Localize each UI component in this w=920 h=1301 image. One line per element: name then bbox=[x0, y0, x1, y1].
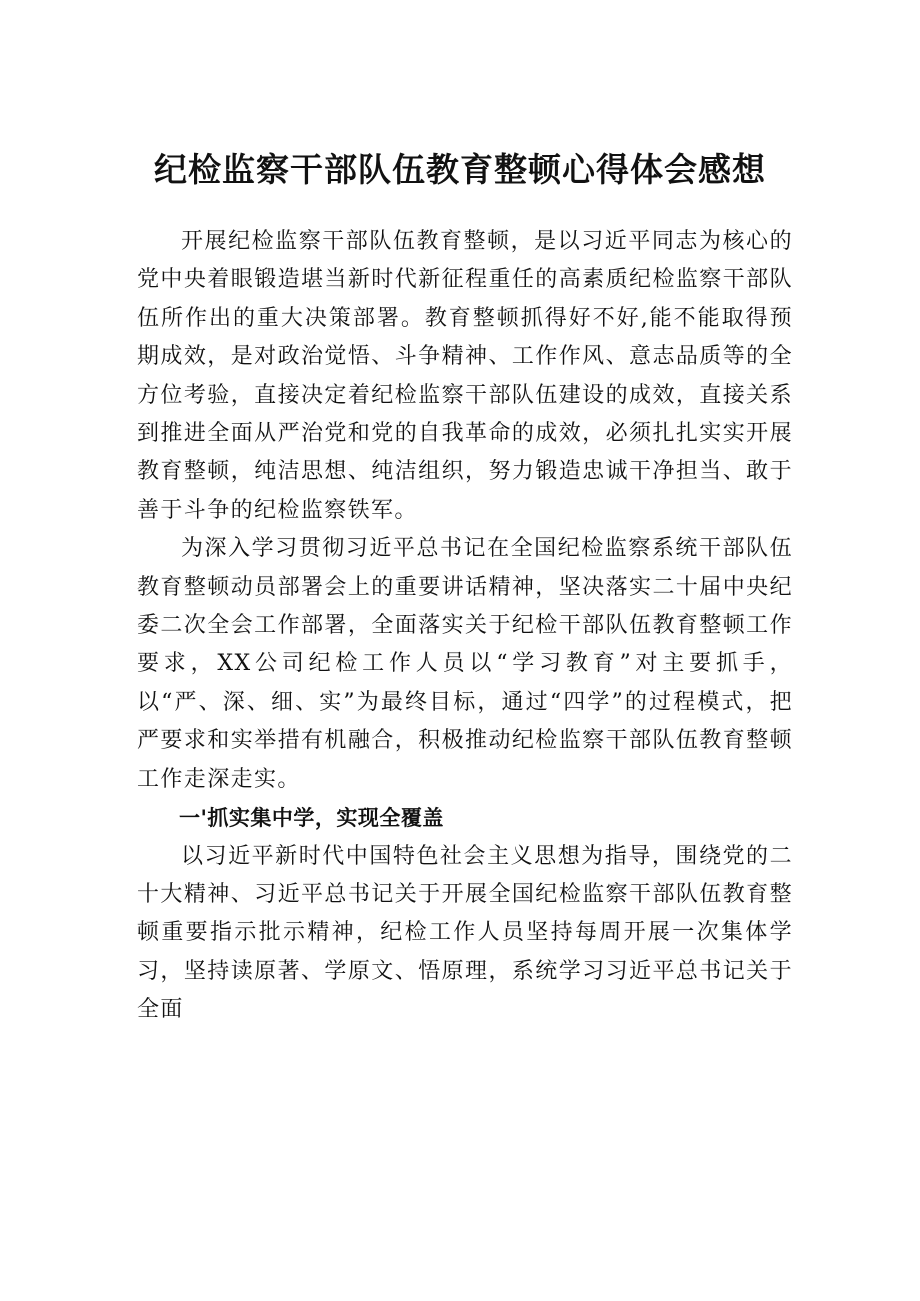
paragraph-implementation: 为深入学习贯彻习近平总书记在全国纪检监察系统干部队伍教育整顿动员部署会上的重要讲话精神，坚决落实二十届中央纪委二次全会工作部署，全面落实关于纪检干部队伍教育整顿工作要求，XX公司纪检工作人员以“学习教育”对主要抓手，以“严、深、细、实”为最终目标，通过“四学”的过程模式，把严要求和实举措有机融合，积极推动纪检监察干部队伍教育整顿工作走深走实。 bbox=[137, 536, 793, 792]
paragraph-intro: 开展纪检监察干部队伍教育整顿，是以习近平同志为核心的党中央着眼锻造堪当新时代新征程重任的高素质纪检监察干部队伍所作出的重大决策部署。教育整顿抓得好不好,能不能取得预期成效，是对政治觉悟、斗争精神、工作作风、意志品质等的全方位考验，直接决定着纪检监察干部队伍建设的成效，直接关系到推进全面从严治党和党的自我革命的成效，必须扎扎实实开展教育整顿，纯洁思想、纯洁组织，努力锻造忠诚干净担当、敢于善于斗争的纪检监察铁军。 bbox=[137, 229, 793, 523]
document-body bbox=[137, 223, 793, 1030]
paragraph-section-1: 以习近平新时代中国特色社会主义思想为指导，围绕党的二十大精神、习近平总书记关于开展全国纪检监察干部队伍教育整顿重要指示批示精神，纪检工作人员坚持每周开展一次集体学习，坚持读原著、学原文、悟原理，系统学习习近平总书记关于全面 bbox=[137, 843, 793, 1023]
section-heading-1: 一'抓实集中学，实现全覆盖 bbox=[179, 806, 444, 831]
document-title: 纪检监察干部队伍教育整顿心得体会感想 bbox=[154, 150, 766, 189]
